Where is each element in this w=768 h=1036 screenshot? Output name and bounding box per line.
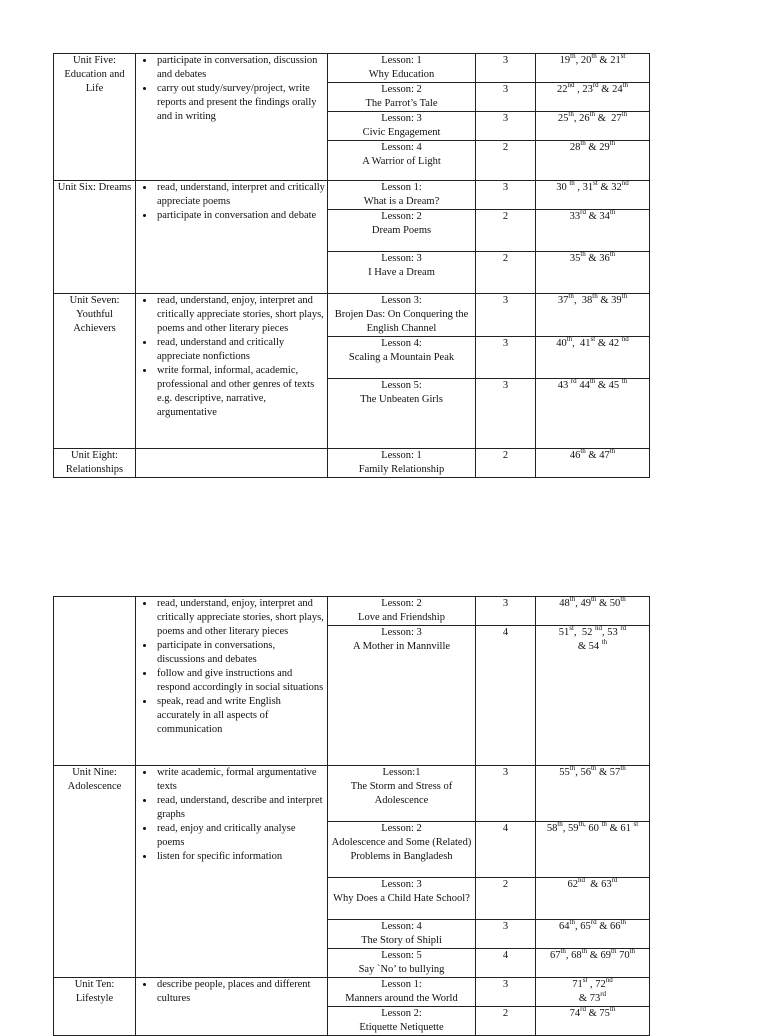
objective-item: • read, understand, enjoy, interpret and critically appreciate stories, short plays, poems and other literary pieces [155,597,325,639]
unit-cell [54,449,136,478]
classes-cell: 19th, 20th & 21st [536,54,650,83]
objective-item: • participate in conversations, discussions and debates [155,639,325,667]
lesson-number: Lesson: 2 [381,823,422,834]
unit-title: Unit Nine: Adolescence [67,767,122,792]
objective-item: • describe people, places and different cultures [155,978,325,1006]
periods-cell: 2 [476,449,536,478]
lesson-cell [328,112,476,141]
syllabus-table-2 [53,596,650,1036]
lesson-number: Lesson 2: [381,1008,422,1019]
lesson-cell [328,294,476,337]
lesson-number: Lesson: 1 [381,450,422,461]
lesson-title: Brojen Das: On Conquering the English Channel [334,309,469,334]
classes-cell: 58th, $59^{th,}$ 60 $^{th}$ & 61 $^{st}$ [536,822,650,878]
periods-cell: 3 [476,294,536,337]
classes-cell: 40th, 41st & 42 $^{nd}$ [536,337,650,379]
periods-cell: 2 [476,141,536,181]
lesson-number: Lesson: 4 [381,142,422,153]
lesson-cell [328,920,476,949]
classes-cell: 55th, 56th & 57th [536,766,650,822]
classes-cell: 67th, 68th & 69th 70th [536,949,650,978]
classes-cell: 64th, 65rd & 66th [536,920,650,949]
objectives-cell [136,181,328,294]
objectives-cell [136,766,328,978]
lesson-title: Say `No’ to bullying [358,964,445,975]
objective-item: • listen for specific information [155,850,325,864]
lesson-title: I Have a Dream [368,267,435,278]
periods-cell: 4 [476,949,536,978]
lesson-title: Scaling a Mountain Peak [348,352,455,363]
lesson-title: The Unbeaten Girls [360,394,443,405]
classes-cell: 25th, 26th & 27th [536,112,650,141]
periods-cell: 2 [476,878,536,920]
periods-cell: 3 [476,597,536,626]
lesson-number: Lesson: 1 [381,55,422,66]
lesson-number: Lesson: 3 [381,627,422,638]
periods-cell: 3 [476,379,536,449]
objective-item: • follow and give instructions and respond accordingly in social situations [155,667,325,695]
lesson-cell [328,949,476,978]
lesson-title: What is a Dream? [363,196,440,207]
objective-item: • speak, read and write English accurately in all aspects of communication [155,695,325,737]
lesson-number: Lesson: 4 [381,921,422,932]
lesson-number: Lesson 1: [381,979,422,990]
unit-title: Unit Seven: Youthful Achievers [69,295,120,334]
periods-cell: 3 [476,83,536,112]
periods-cell: 2 [476,1007,536,1036]
lesson-cell [328,878,476,920]
lesson-number: Lesson: 3 [381,253,422,264]
lesson-title: The Story of Shipli [361,935,442,946]
lesson-cell [328,252,476,294]
lesson-number: Lesson:1 [382,767,421,778]
periods-cell: 4 [476,822,536,878]
lesson-cell [328,449,476,478]
lesson-title: Why Does a Child Hate School? [333,893,470,904]
lesson-cell [328,766,476,822]
periods-cell: 2 [476,210,536,252]
lesson-cell [328,210,476,252]
lesson-title: A Mother in Mannville [352,641,451,652]
classes-cell: 35th & 36th [536,252,650,294]
lesson-cell [328,822,476,878]
lesson-title: Family Relationship [358,464,445,475]
lesson-cell [328,379,476,449]
periods-cell: 3 [476,181,536,210]
lesson-title: A Warrior of Light [362,156,441,167]
classes-cell: 22nd , 23rd & 24th [536,83,650,112]
periods-cell: 3 [476,978,536,1007]
lesson-cell [328,141,476,181]
objective-item: • write formal, informal, academic, professional and other genres of texts e.g. descriptive, narrative, argumentative [155,364,325,420]
lesson-title: Manners around the World [345,993,458,1004]
periods-cell: 3 [476,337,536,379]
lesson-title: Etiquette Netiquette [359,1022,444,1033]
lesson-title: Adolescence and Some (Related) Problems in Bangladesh [331,837,472,862]
unit-cell [54,978,136,1036]
unit-title: Unit Eight: Relationships [65,450,124,475]
lesson-cell [328,181,476,210]
unit-cell [54,294,136,449]
objective-item: • read, enjoy and critically analyse poems [155,822,325,850]
objective-item: • participate in conversation and debate [155,209,325,223]
lesson-cell [328,54,476,83]
periods-cell: 3 [476,766,536,822]
objective-item: • read, understand, describe and interpret graphs [155,794,325,822]
lesson-title: Why Education [368,69,435,80]
lesson-title: Love and Friendship [358,612,445,623]
classes-cell: 28th & 29th [536,141,650,181]
lesson-number: Lesson 1: [381,182,422,193]
lesson-number: Lesson: 2 [381,84,422,95]
classes-cell: 46th & 47th [536,449,650,478]
syllabus-table-1 [53,53,650,478]
lesson-number: Lesson: 3 [381,879,422,890]
classes-cell: 62nd & 63rd [536,878,650,920]
classes-cell: 30 $^{th}$ , 31st & 32nd [536,181,650,210]
lesson-title: Civic Engagement [362,127,441,138]
classes-cell: 74rd & 75th [536,1007,650,1036]
lesson-title: The Parrot’s Tale [365,98,438,109]
lesson-cell [328,597,476,626]
unit-title: Unit Ten: Lifestyle [74,979,115,1004]
unit-cell [54,54,136,181]
unit-cell [54,766,136,978]
classes-cell: 48th, 49th & 50th [536,597,650,626]
unit-title: Unit Five: Education and Life [64,55,125,94]
periods-cell: 3 [476,112,536,141]
objectives-cell [136,597,328,766]
objectives-cell [136,294,328,449]
classes-cell: 51st, 52 $^{nd}$, 53 $^{rd}$ & 54 $^{th}$ [536,626,650,766]
objective-item: • read, understand, enjoy, interpret and critically appreciate stories, short plays, poems and other literary pieces [155,294,325,336]
lesson-cell [328,83,476,112]
periods-cell: 4 [476,626,536,766]
objectives-cell [136,978,328,1036]
lesson-cell [328,337,476,379]
unit-cell [54,597,136,766]
periods-cell: 3 [476,54,536,83]
classes-cell: 71st , 72nd & 73rd [536,978,650,1007]
objective-item: • participate in conversation, discussion and debates [155,54,325,82]
lesson-number: Lesson: 2 [381,211,422,222]
objectives-cell [136,54,328,181]
periods-cell: 3 [476,920,536,949]
lesson-number: Lesson: 3 [381,113,422,124]
lesson-number: Lesson: 5 [381,950,422,961]
lesson-title: Dream Poems [371,225,432,236]
periods-cell: 2 [476,252,536,294]
unit-title: Unit Six: Dreams [57,182,132,193]
objective-item: • read, understand and critically appreciate nonfictions [155,336,325,364]
objective-item: • write academic, formal argumentative texts [155,766,325,794]
objective-item: • carry out study/survey/project, write reports and present the findings orally and in writing [155,82,325,124]
unit-cell [54,181,136,294]
objective-item: • read, understand, interpret and critically appreciate poems [155,181,325,209]
lesson-cell [328,978,476,1007]
lesson-number: Lesson 3: [381,295,422,306]
objectives-cell [136,449,328,478]
lesson-cell [328,626,476,766]
lesson-number: Lesson: 2 [381,598,422,609]
classes-cell: 37th, 38th & 39th [536,294,650,337]
lesson-number: Lesson 5: [381,380,422,391]
lesson-cell [328,1007,476,1036]
lesson-number: Lesson 4: [381,338,422,349]
classes-cell: 33rd & 34th [536,210,650,252]
lesson-title: The Storm and Stress of Adolescence [350,781,453,806]
classes-cell: 43 $^{rd}$ 44th & 45 $^{th}$ [536,379,650,449]
